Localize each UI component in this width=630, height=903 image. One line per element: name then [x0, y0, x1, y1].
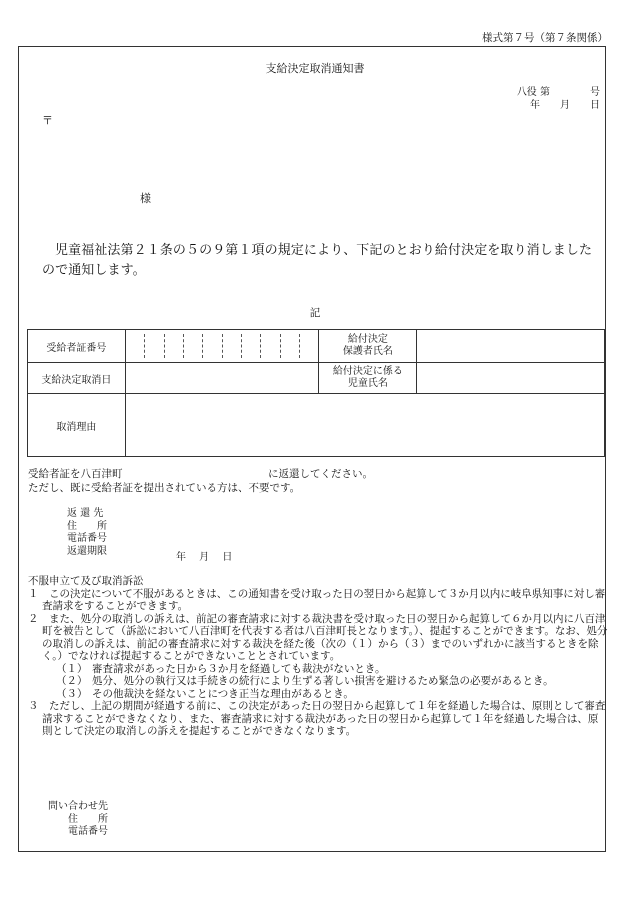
document-number-block	[517, 86, 600, 112]
appeal-subitem-1: （１） 審査請求があった日から３か月を経過しても裁決がないとき。	[56, 662, 386, 675]
return-phone-label: 電話番号	[67, 533, 107, 544]
document-date: 年 月 日	[530, 100, 600, 111]
return-instruction-tail: に返還してください。	[268, 468, 373, 480]
return-deadline-label: 返還期限	[67, 545, 107, 557]
decision-table	[27, 329, 605, 457]
digit-boxes	[126, 334, 319, 358]
cancel-date-label: 支給決定取消日	[28, 363, 126, 394]
table-row	[28, 330, 605, 363]
appeal-item-1: １ この決定について不服があるときは、この通知書を受け取った日の翌日から起算して３か月以内に岐阜県知事に対し審査請求をすることができます。	[28, 587, 606, 612]
child-name-label: 給付決定に係る 児童氏名	[319, 363, 417, 394]
form-number: 様式第７号（第７条関係）	[482, 32, 608, 44]
child-name-value	[417, 363, 605, 394]
document-number: 八役 第 号	[516, 87, 600, 98]
inquiry-label: 問い合わせ先	[48, 801, 108, 812]
inquiry-phone-label: 電話番号	[68, 826, 108, 837]
return-instruction: 受給者証を八百津町	[28, 468, 123, 480]
guardian-name-label: 給付決定 保護者氏名	[319, 330, 417, 363]
table-row	[28, 394, 605, 457]
recipient-number-cells	[125, 330, 319, 363]
inquiry-block	[48, 801, 108, 839]
postal-mark: 〒	[42, 114, 53, 127]
document-title: 支給決定取消通知書	[265, 62, 365, 75]
table-row	[28, 363, 605, 394]
return-deadline-date: 年 月 日	[176, 551, 233, 563]
notice-body: 児童福祉法第２１条の５の９第１項の規定により、下記のとおり給付決定を取り消しましたので通知します。	[42, 243, 593, 278]
return-exemption: ただし、既に受給者証を提出されている方は、不要です。	[28, 482, 301, 494]
reason-label: 取消理由	[28, 394, 126, 457]
return-address-label: 住 所	[67, 520, 107, 532]
ki-heading: 記	[309, 307, 321, 319]
reason-value	[125, 394, 604, 457]
appeal-item-2: ２ また、処分の取消しの訴えは、前記の審査請求に対する裁決書を受け取った日の翌日から起算して６か月以内に八百津町を被告として（訴訟において八百津町を代表する者は八百津町長となります。）、提起することができます。なお、処分の取消しの訴えは、前記の審査請求に対する裁決を経た後（次の（１）から（３）までのいずれかに該当するときを除く。）でなければ提起することができないこととされています。	[28, 612, 608, 662]
appeal-section	[28, 575, 608, 738]
return-destination-block	[67, 508, 107, 558]
guardian-name-value	[417, 330, 605, 363]
cancel-date-value	[125, 363, 319, 394]
addressee-honorific: 様	[140, 192, 151, 205]
appeal-heading: 不服申立て及び取消訴訟	[28, 575, 144, 587]
appeal-subitem-2: （２） 処分、処分の執行又は手続きの続行により生ずる著しい損害を避けるため緊急の必要があるとき。	[56, 675, 554, 687]
return-destination-label: 返 還 先	[67, 508, 104, 519]
inquiry-address-label: 住 所	[68, 813, 108, 825]
recipient-number-label: 受給者証番号	[28, 330, 126, 363]
appeal-item-3: ３ ただし、上記の期間が経過する前に、この決定があった日の翌日から起算して１年を経過した場合は、原則として審査請求することができなくなり、また、審査請求に対する裁決があった日の翌日から起算して１年を経過した場合は、原則として決定の取消しの訴えを提起することができなくなります。	[28, 700, 606, 737]
appeal-subitem-3: （３） その他裁決を経ないことにつき正当な理由があるとき。	[56, 687, 354, 700]
